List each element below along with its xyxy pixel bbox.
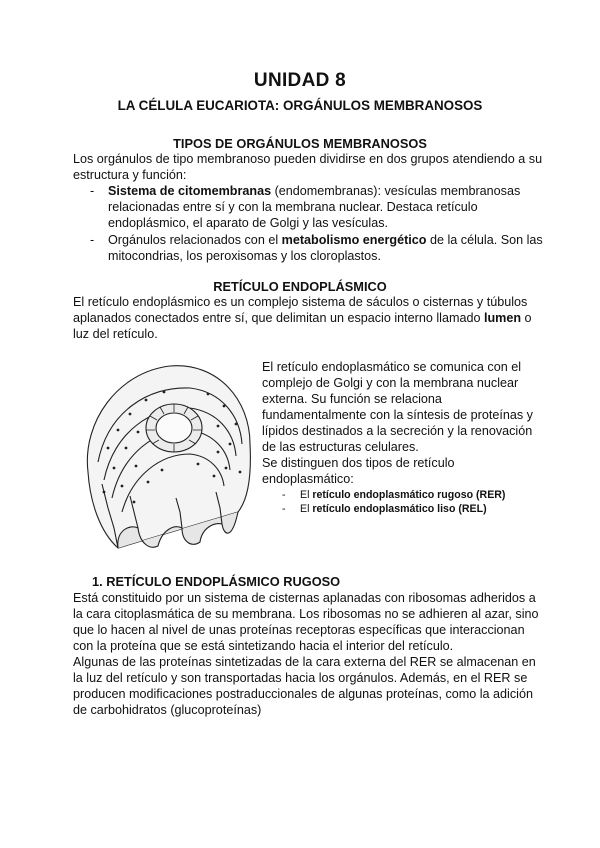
rer-line: producen modificaciones postraduccionales de algunas proteínas, como la adición <box>73 687 533 701</box>
page-title: UNIDAD 8 <box>253 70 347 91</box>
rel-prefix: El <box>300 503 313 515</box>
bullet1-rest: (endomembranas): vesículas membranosas <box>271 184 521 198</box>
rer-line: que lo hacen al nivel de unas proteínas receptoras específicas que interaccionan <box>73 623 525 637</box>
bullet-dash: - <box>282 489 286 501</box>
side-line: complejo de Golgi y con la membrana nuclear <box>262 376 519 390</box>
bullet2-pre: Orgánulos relacionados con el <box>108 233 282 247</box>
bullet1-line-2: relacionadas entre sí y con la membrana nuclear. Destaca retículo <box>108 200 478 214</box>
endoplasmic-reticulum-illustration <box>78 352 256 557</box>
reticulo-line-2-text: aplanados conectados entre sí, que delimitan un espacio interno llamado <box>73 311 484 325</box>
bullet1-line-3: endoplásmico, el aparato de Golgi y las vesículas. <box>108 216 389 230</box>
intro-line-2: estructura y función: <box>73 168 187 182</box>
rer-line: Está constituido por un sistema de cisternas aplanadas con ribosomas adheridos a <box>73 591 536 605</box>
bullet-dash: - <box>90 233 95 247</box>
side-line: lípidos destinados a la secreción y la renovación <box>262 424 533 438</box>
bullet-dash: - <box>90 184 95 198</box>
bullet2-post: de la célula. Son las <box>426 233 543 247</box>
lumen-term: lumen <box>483 311 522 325</box>
page-subtitle: LA CÉLULA EUCARIOTA: ORGÁNULOS MEMBRANOSOS <box>117 98 483 113</box>
rer-line: Algunas de las proteínas sintetizadas de la cara externa del RER se almacenan en <box>73 655 536 669</box>
intro-line-1: Los orgánulos de tipo membranoso pueden dividirse en dos grupos atendiendo a su <box>73 152 543 166</box>
rer-prefix: El <box>300 489 313 501</box>
section-heading-reticulo: RETÍCULO ENDOPLÁSMICO <box>213 279 387 294</box>
rer-line: con la proteína que se está sintetizando hacia el interior del retículo. <box>73 639 454 653</box>
side-line: fundamentalmente con la síntesis de proteínas y <box>262 408 533 422</box>
reticulo-line-2 <box>73 310 532 326</box>
bullet2-line-2: mitocondrias, los peroxisomas y los cloroplastos. <box>108 249 381 263</box>
section-heading-tipos: TIPOS DE ORGÁNULOS MEMBRANOSOS <box>173 136 427 151</box>
rer-line: la cara citoplasmática de su membrana. Los ribosomas no se adhieren al azar, sino <box>73 607 539 621</box>
bullet1-bold: Sistema de citomembranas <box>108 184 272 198</box>
rer-line: de carbohidratos (glucoproteínas) <box>73 703 262 717</box>
bullet2-bold: metabolismo energético <box>281 233 427 247</box>
side-line: El retículo endoplasmático se comunica con el <box>262 360 522 374</box>
bullet-dash: - <box>282 503 286 515</box>
rel-term: retículo endoplasmático liso (REL) <box>312 503 487 515</box>
side-line: externa. Su función se relaciona <box>262 392 442 406</box>
side-line: de las estructuras celulares. <box>262 440 419 454</box>
reticulo-line-2-end: o <box>521 311 532 325</box>
reticulo-line-3: luz del retículo. <box>73 327 158 341</box>
section-heading-rer: 1. RETÍCULO ENDOPLÁSMICO RUGOSO <box>92 574 341 589</box>
side-line: Se distinguen dos tipos de retículo <box>262 456 455 470</box>
rer-term: retículo endoplasmático rugoso (RER) <box>312 489 506 501</box>
reticulo-line-1: El retículo endoplásmico es un complejo sistema de sáculos o cisternas y túbulos <box>73 295 528 309</box>
side-line: endoplasmático: <box>262 472 354 486</box>
rer-line: la luz del retículo y son transportadas hacia los orgánulos. Además, en el RER se <box>73 671 528 685</box>
